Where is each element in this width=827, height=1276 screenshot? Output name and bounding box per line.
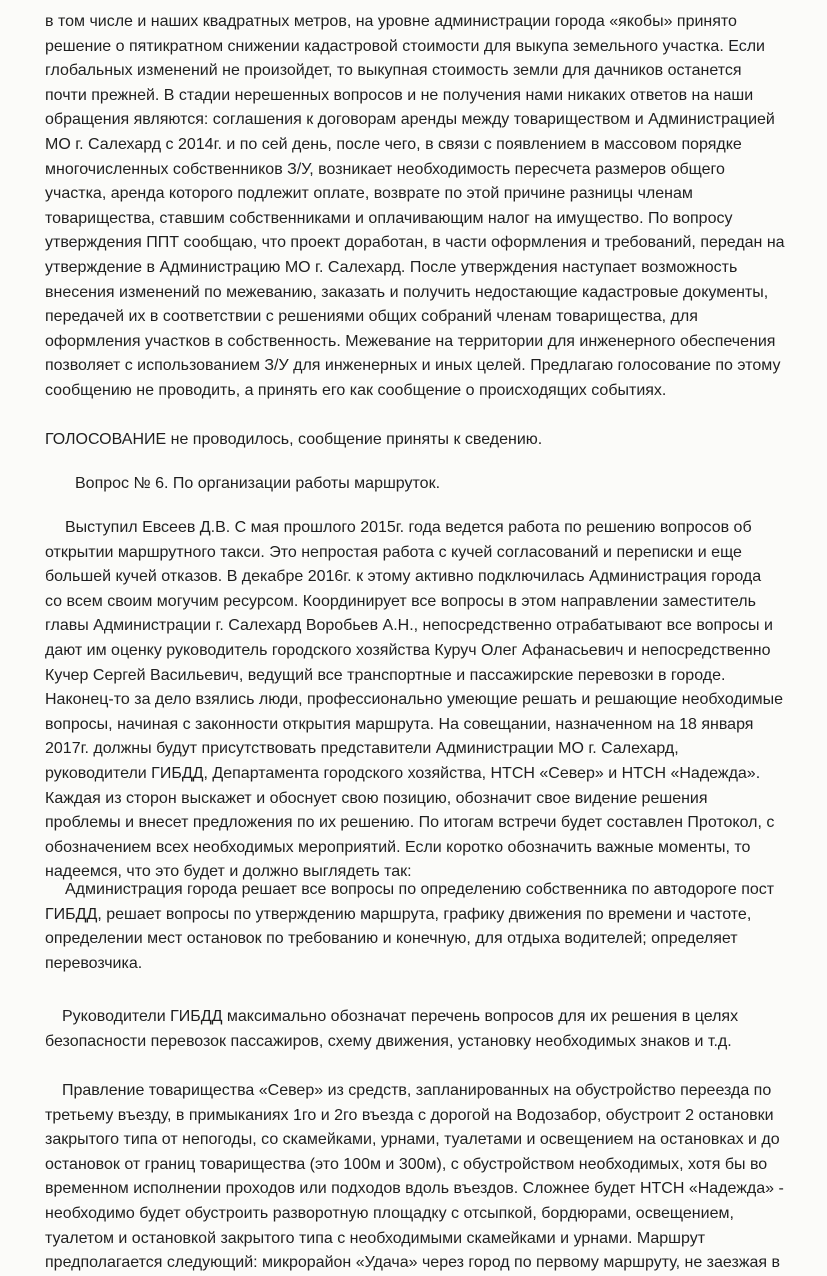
paragraph-gibdd	[0, 1005, 827, 1054]
question-heading	[0, 472, 827, 497]
text-line: перевозчика.	[45, 954, 143, 972]
text-line: Правление товарищества «Север» из средств, запланированных на обустройство переезда по	[62, 1082, 772, 1099]
text-line: позволяет с использованием З/У для инженерных и иных целей. Предлагаю голосование по этому	[45, 357, 781, 375]
text-line: 2017г. должны будут присутствовать представители Администрации МО г. Салехард,	[45, 740, 679, 758]
text-line: предполагается следующий: микрорайон «Удача» через город по первому маршруту, не заезжая в	[45, 1254, 781, 1272]
paragraph-board	[0, 1079, 827, 1276]
text-line: определении мест остановок по требованию и конечную, для отдыха водителей; определяет	[45, 930, 738, 948]
text-line: Наконец-то за дело взялись люди, профессионально умеющие решать и решающие необходимые	[45, 691, 784, 709]
text-line: дают им оценку руководитель городского хозяйства Куруч Олег Афанасьевич и непосредственно	[45, 641, 771, 659]
text-line: утверждение в Администрацию МО г. Салехард. После утверждения наступает возможность	[45, 258, 738, 276]
text-line: вопросы, начиная с законности открытия маршрута. На совещании, назначенном на 18 января	[45, 715, 754, 733]
text-line: ГИБДД, решает вопросы по утверждению маршрута, графику движения по времени и частоте,	[45, 905, 752, 923]
text-line: Вопрос № 6. По организации работы маршруток.	[75, 475, 441, 492]
text-line: внесения изменений по межеванию, заказать и получить недостающие кадастровые документы,	[45, 283, 769, 301]
text-line: открытии маршрутного такси. Это непростая работа с кучей согласований и переписки и еще	[45, 543, 742, 561]
text-line: обращения являются: соглашения к договорам аренды между товариществом и Администрацией	[45, 111, 775, 129]
text-line: большей кучей отказов. В декабре 2016г. к этому активно подключилась Администрация города	[45, 568, 762, 586]
paragraph-administration	[0, 878, 827, 976]
text-line: в том числе и наших квадратных метров, на уровне администрации города «якобы» принято	[45, 13, 737, 30]
text-line: Руководители ГИБДД максимально обозначат перечень вопросов для их решения в целях	[62, 1008, 739, 1025]
text-line: безопасности перевозок пассажиров, схему движения, установку необходимых знаков и т.д.	[45, 1032, 732, 1050]
text-line: почти прежней. В стадии нерешенных вопросов и не получения нами никаких ответов на наши	[45, 86, 754, 104]
text-line: ГОЛОСОВАНИЕ не проводилось, сообщение приняты к сведению.	[45, 431, 543, 448]
text-line: многочисленных собственников З/У, возникает необходимость пересчета размеров общего	[45, 160, 725, 178]
text-line: остановок от границ товарищества (это 100м и 300м), с обустройством необходимых, хотя бы во	[45, 1155, 768, 1173]
voting-note	[0, 428, 827, 453]
text-line: третьему въезду, в примыканиях 1го и 2го въезда с дорогой на Водозабор, обустроит 2 остановки	[45, 1106, 774, 1124]
text-line: обозначением всех необходимых мероприятий. Если коротко обозначить важные моменты, то	[45, 838, 751, 856]
text-line: Выступил Евсеев Д.В. С мая прошлого 2015г. года ведется работа по решению вопросов об	[65, 519, 752, 536]
text-line: со всем своим могучим ресурсом. Координирует все вопросы в этом направлении заместитель	[45, 592, 756, 610]
text-line: решение о пятикратном снижении кадастровой стоимости для выкупа земельного участка. Если	[45, 37, 765, 55]
text-line: Каждая из сторон выскажет и обоснует свою позицию, обозначит свое видение решения	[45, 789, 708, 807]
paragraph-cadastral	[0, 10, 827, 404]
text-line: закрытого типа от непогоды, со скамейками, урнами, туалетами и освещением на остановках и до	[45, 1131, 780, 1149]
text-line: необходимо будет обустроить разворотную площадку с отсыпкой, бордюрами, освещением,	[45, 1204, 734, 1222]
text-line: передачей их в соответствии с решениями общих собраний членам товарищества, для	[45, 308, 698, 326]
text-line: туалетом и остановкой закрытого типа с необходимыми скамейками и урнами. Маршрут	[45, 1229, 706, 1247]
text-line: МО г. Салехард с 2014г. и по сей день, после чего, в связи с появлением в массовом порядке	[45, 135, 742, 153]
text-line: проблемы и внесет предложения по их решению. По итогам встречи будет составлен Протокол, с	[45, 814, 775, 832]
text-line: руководители ГИБДД, Департамента городского хозяйства, НТСН «Север» и НТСН «Надежда».	[45, 764, 761, 782]
text-line: главы Администрации г. Салехард Воробьев А.Н., непосредственно отрабатывают все вопросы и	[45, 617, 773, 635]
text-line: товарищества, ставшим собственниками и оплачивающим налог на имущество. По вопросу	[45, 209, 733, 227]
text-line: утверждения ППТ сообщаю, что проект доработан, в части оформления и требований, передан на	[45, 234, 785, 252]
text-line: глобальных изменений не произойдет, то выкупная стоимость земли для дачников останется	[45, 62, 742, 80]
text-line: участка, аренда которого подлежит оплате, возврате по этой причине разницы членам	[45, 185, 693, 203]
paragraph-speech	[0, 516, 827, 885]
text-line: сообщению не проводить, а принять его как сообщение о происходящих событиях.	[45, 381, 667, 399]
text-line: временном исполнении проходов или подходов вдоль въездов. Сложнее будет НТСН «Надежда» -	[45, 1180, 784, 1198]
text-line: оформления участков в собственность. Межевание на территории для инженерного обеспечения	[45, 332, 776, 350]
text-line: Кучер Сергей Васильевич, ведущий все транспортные и пассажирские перевозки в городе.	[45, 666, 726, 684]
text-line: Администрация города решает все вопросы по определению собственника по автодороге пост	[65, 881, 775, 898]
text-line: надеемся, что это будет и должно выглядеть так:	[45, 863, 412, 881]
